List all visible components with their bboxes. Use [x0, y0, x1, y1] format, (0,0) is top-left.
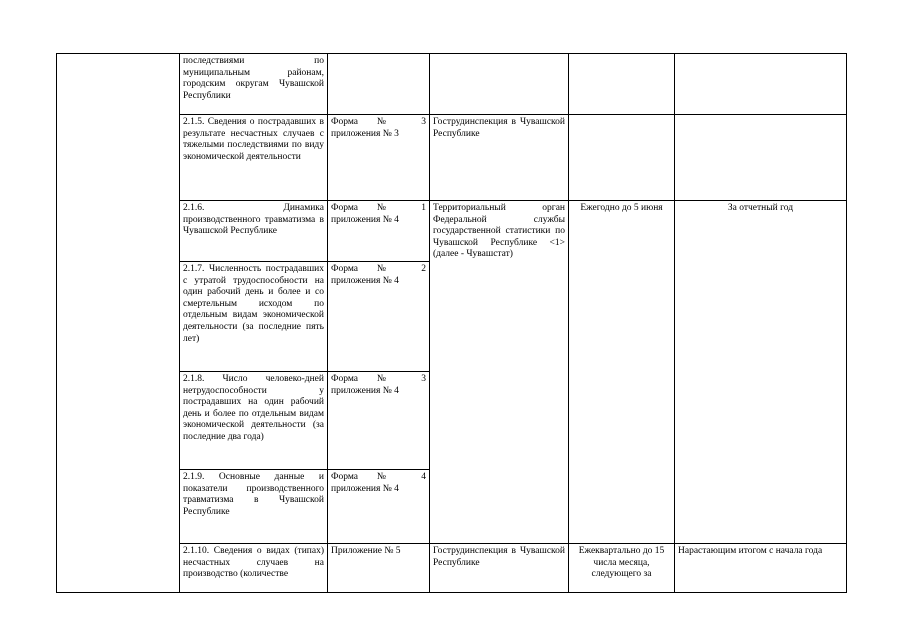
form-cell: Форма № 3 приложения № 4 — [328, 372, 430, 470]
org-cell — [430, 54, 569, 115]
org-cell: Гострудинспекция в Чувашской Республике — [430, 115, 569, 201]
form-cell: Форма № 1 приложения № 4 — [328, 201, 430, 262]
form-cell: Форма № 4 приложения № 4 — [328, 470, 430, 544]
form-cell: Приложение № 5 — [328, 544, 430, 593]
indicator-cell: 2.1.7. Численность пострадавших с утратой трудоспособности на один рабочий день и более и со смертельным исходом по отдельным видам экономической деятельности (за последние пять лет) — [180, 262, 328, 372]
indicator-cell: 2.1.5. Сведения о пострадавших в результате несчастных случаев с тяжелыми последствиями по виду экономической деятельности — [180, 115, 328, 201]
period-cell: Нарастающим итогом с начала года — [675, 544, 847, 593]
period-cell: За отчетный год — [675, 201, 847, 544]
deadline-cell — [569, 115, 675, 201]
indicator-cell: 2.1.9. Основные данные и показатели производственного травматизма в Чувашской Республике — [180, 470, 328, 544]
org-cell: Территориальный орган Федеральной службы государственной статистики по Чувашской Республике <1> (далее - Чувашстат) — [430, 201, 569, 544]
deadline-cell — [569, 54, 675, 115]
form-cell: Форма № 2 приложения № 4 — [328, 262, 430, 372]
deadline-cell: Ежегодно до 5 июня — [569, 201, 675, 544]
indicator-cell: 2.1.8. Число человеко-дней нетрудоспособности у пострадавших на один рабочий день и более по отдельным видам экономической деятельности (за последние два года) — [180, 372, 328, 470]
table-row — [57, 54, 847, 115]
indicator-cell: 2.1.6. Динамика производственного травматизма в Чувашской Республике — [180, 201, 328, 262]
form-cell — [328, 54, 430, 115]
period-cell — [675, 115, 847, 201]
deadline-cell: Ежеквартально до 15 числа месяца, следующего за — [569, 544, 675, 593]
indicator-cell: 2.1.10. Сведения о видах (типах) несчастных случаев на производство (количестве — [180, 544, 328, 593]
form-cell: Форма № 3 приложения № 3 — [328, 115, 430, 201]
period-cell — [675, 54, 847, 115]
reporting-table — [56, 53, 847, 593]
indicator-cell: последствиями по муниципальным районам, городским округам Чувашской Республики — [180, 54, 328, 115]
left-margin-cell — [57, 54, 180, 593]
org-cell: Гострудинспекция в Чувашской Республике — [430, 544, 569, 593]
